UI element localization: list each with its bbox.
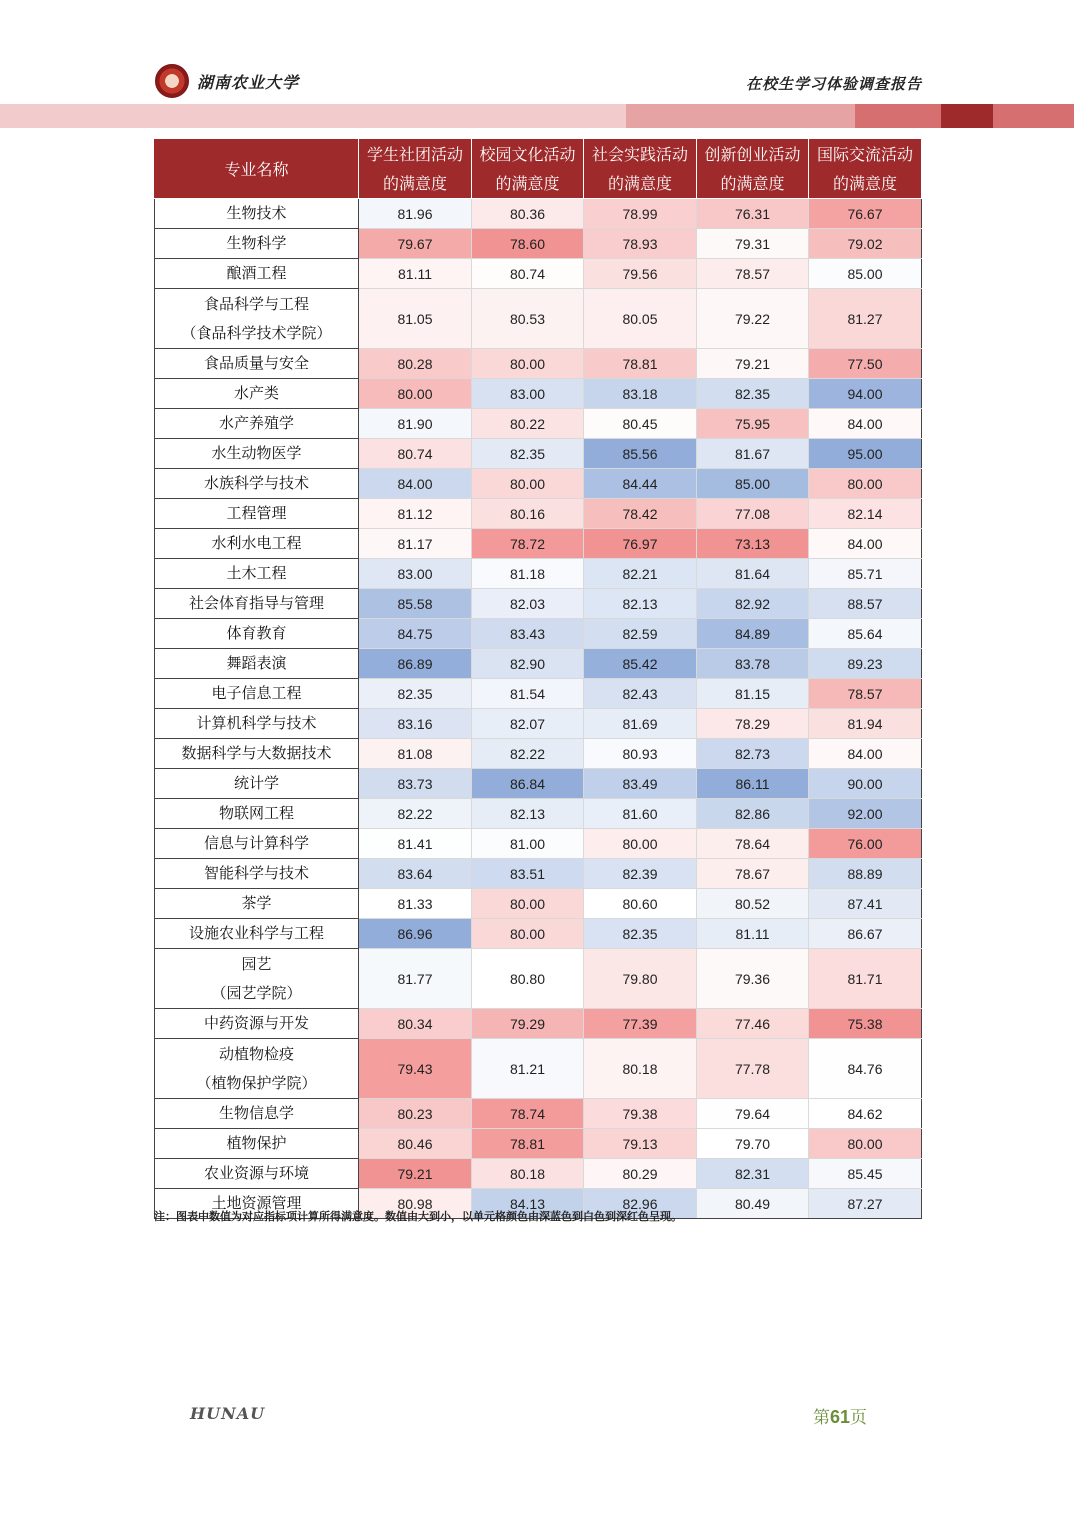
score-cell: 77.50 bbox=[809, 349, 922, 379]
table-row bbox=[155, 859, 922, 889]
score-cell: 80.46 bbox=[359, 1129, 472, 1159]
table-row bbox=[155, 679, 922, 709]
score-cell: 88.89 bbox=[809, 859, 922, 889]
score-cell: 83.18 bbox=[584, 379, 697, 409]
score-cell: 85.71 bbox=[809, 559, 922, 589]
table-row bbox=[155, 889, 922, 919]
page-prefix: 第 bbox=[813, 1408, 830, 1428]
table-row bbox=[155, 199, 922, 229]
score-cell: 80.18 bbox=[472, 1159, 584, 1189]
score-cell: 80.00 bbox=[472, 469, 584, 499]
table-row bbox=[155, 829, 922, 859]
university-logo-icon bbox=[155, 64, 189, 98]
table-row bbox=[155, 1129, 922, 1159]
score-cell: 79.31 bbox=[697, 229, 809, 259]
major-name-cell: 酿酒工程 bbox=[155, 259, 359, 289]
score-cell: 80.74 bbox=[472, 259, 584, 289]
major-name-cell: 水族科学与技术 bbox=[155, 469, 359, 499]
score-cell: 78.81 bbox=[472, 1129, 584, 1159]
score-cell: 85.00 bbox=[809, 259, 922, 289]
major-name-cell: 舞蹈表演 bbox=[155, 649, 359, 679]
major-name-cell: 土地资源管理 bbox=[155, 1189, 359, 1219]
table-row bbox=[155, 559, 922, 589]
score-cell: 77.78 bbox=[697, 1039, 809, 1099]
score-cell: 77.08 bbox=[697, 499, 809, 529]
score-cell: 78.99 bbox=[584, 199, 697, 229]
score-cell: 78.81 bbox=[584, 349, 697, 379]
score-cell: 82.35 bbox=[472, 439, 584, 469]
score-cell: 76.97 bbox=[584, 529, 697, 559]
score-cell: 83.16 bbox=[359, 709, 472, 739]
table-row bbox=[155, 1009, 922, 1039]
score-cell: 78.74 bbox=[472, 1099, 584, 1129]
score-cell: 80.16 bbox=[472, 499, 584, 529]
score-cell: 85.64 bbox=[809, 619, 922, 649]
score-cell: 84.13 bbox=[472, 1189, 584, 1219]
score-cell: 79.64 bbox=[697, 1099, 809, 1129]
score-cell: 86.11 bbox=[697, 769, 809, 799]
score-cell: 84.00 bbox=[359, 469, 472, 499]
column-header: 国际交流活动 的满意度 bbox=[809, 140, 922, 199]
score-cell: 80.45 bbox=[584, 409, 697, 439]
score-cell: 82.14 bbox=[809, 499, 922, 529]
table-row bbox=[155, 919, 922, 949]
table-row bbox=[155, 529, 922, 559]
major-name-cell: 社会体育指导与管理 bbox=[155, 589, 359, 619]
score-cell: 81.27 bbox=[809, 289, 922, 349]
score-cell: 80.00 bbox=[472, 349, 584, 379]
score-cell: 83.78 bbox=[697, 649, 809, 679]
score-cell: 79.38 bbox=[584, 1099, 697, 1129]
score-cell: 83.00 bbox=[359, 559, 472, 589]
score-cell: 82.07 bbox=[472, 709, 584, 739]
score-cell: 75.95 bbox=[697, 409, 809, 439]
score-cell: 89.23 bbox=[809, 649, 922, 679]
header-band-dark bbox=[941, 104, 993, 128]
score-cell: 79.43 bbox=[359, 1039, 472, 1099]
score-cell: 80.36 bbox=[472, 199, 584, 229]
major-name-cell: 水利水电工程 bbox=[155, 529, 359, 559]
score-cell: 80.00 bbox=[472, 889, 584, 919]
score-cell: 79.56 bbox=[584, 259, 697, 289]
table-row bbox=[155, 379, 922, 409]
score-cell: 81.90 bbox=[359, 409, 472, 439]
score-cell: 84.44 bbox=[584, 469, 697, 499]
score-cell: 78.60 bbox=[472, 229, 584, 259]
score-cell: 85.45 bbox=[809, 1159, 922, 1189]
score-cell: 76.31 bbox=[697, 199, 809, 229]
score-cell: 80.52 bbox=[697, 889, 809, 919]
score-cell: 81.11 bbox=[697, 919, 809, 949]
score-cell: 82.86 bbox=[697, 799, 809, 829]
table-body bbox=[155, 199, 922, 1219]
score-cell: 79.70 bbox=[697, 1129, 809, 1159]
score-cell: 84.76 bbox=[809, 1039, 922, 1099]
score-cell: 82.31 bbox=[697, 1159, 809, 1189]
table-row bbox=[155, 349, 922, 379]
score-cell: 83.73 bbox=[359, 769, 472, 799]
major-name-cell: 食品质量与安全 bbox=[155, 349, 359, 379]
table-row bbox=[155, 1039, 922, 1099]
score-cell: 82.35 bbox=[584, 919, 697, 949]
table-row bbox=[155, 649, 922, 679]
table-row bbox=[155, 259, 922, 289]
major-name-cell: 工程管理 bbox=[155, 499, 359, 529]
major-name-cell: 设施农业科学与工程 bbox=[155, 919, 359, 949]
header-band-end bbox=[993, 104, 1074, 128]
column-header: 学生社团活动 的满意度 bbox=[359, 140, 472, 199]
score-cell: 81.33 bbox=[359, 889, 472, 919]
column-header: 社会实践活动 的满意度 bbox=[584, 140, 697, 199]
major-name-cell: 食品科学与工程 （食品科学技术学院） bbox=[155, 289, 359, 349]
footer-brand: HUNAU bbox=[190, 1404, 266, 1423]
score-cell: 78.64 bbox=[697, 829, 809, 859]
header-band-mid bbox=[626, 104, 855, 128]
score-cell: 80.93 bbox=[584, 739, 697, 769]
score-cell: 80.00 bbox=[359, 379, 472, 409]
table-row bbox=[155, 289, 922, 349]
score-cell: 84.00 bbox=[809, 739, 922, 769]
major-name-cell: 茶学 bbox=[155, 889, 359, 919]
score-cell: 78.67 bbox=[697, 859, 809, 889]
score-cell: 84.00 bbox=[809, 529, 922, 559]
score-cell: 81.67 bbox=[697, 439, 809, 469]
column-header: 校园文化活动 的满意度 bbox=[472, 140, 584, 199]
major-name-cell: 智能科学与技术 bbox=[155, 859, 359, 889]
page-header-left bbox=[155, 64, 299, 98]
major-name-cell: 动植物检疫 （植物保护学院） bbox=[155, 1039, 359, 1099]
table-row bbox=[155, 799, 922, 829]
score-cell: 82.90 bbox=[472, 649, 584, 679]
score-cell: 80.00 bbox=[809, 1129, 922, 1159]
table-row bbox=[155, 1159, 922, 1189]
table-header-row bbox=[155, 140, 922, 199]
header-band-strong bbox=[855, 104, 941, 128]
score-cell: 82.43 bbox=[584, 679, 697, 709]
major-name-cell: 农业资源与环境 bbox=[155, 1159, 359, 1189]
score-cell: 78.72 bbox=[472, 529, 584, 559]
score-cell: 84.75 bbox=[359, 619, 472, 649]
score-cell: 80.00 bbox=[472, 919, 584, 949]
score-cell: 86.67 bbox=[809, 919, 922, 949]
table-row bbox=[155, 589, 922, 619]
table-row bbox=[155, 499, 922, 529]
score-cell: 85.58 bbox=[359, 589, 472, 619]
table-row bbox=[155, 619, 922, 649]
score-cell: 78.93 bbox=[584, 229, 697, 259]
score-cell: 79.13 bbox=[584, 1129, 697, 1159]
score-cell: 78.57 bbox=[697, 259, 809, 289]
score-cell: 87.27 bbox=[809, 1189, 922, 1219]
score-cell: 81.17 bbox=[359, 529, 472, 559]
score-cell: 80.80 bbox=[472, 949, 584, 1009]
score-cell: 73.13 bbox=[697, 529, 809, 559]
score-cell: 82.73 bbox=[697, 739, 809, 769]
score-cell: 85.56 bbox=[584, 439, 697, 469]
table-row bbox=[155, 739, 922, 769]
report-title: 在校生学习体验调查报告 bbox=[745, 75, 922, 93]
score-cell: 78.29 bbox=[697, 709, 809, 739]
table-row bbox=[155, 769, 922, 799]
score-cell: 81.94 bbox=[809, 709, 922, 739]
major-name-cell: 水生动物医学 bbox=[155, 439, 359, 469]
score-cell: 81.71 bbox=[809, 949, 922, 1009]
score-cell: 80.23 bbox=[359, 1099, 472, 1129]
score-cell: 81.08 bbox=[359, 739, 472, 769]
score-cell: 86.89 bbox=[359, 649, 472, 679]
header-band-light bbox=[0, 104, 626, 128]
table-row bbox=[155, 469, 922, 499]
score-cell: 80.29 bbox=[584, 1159, 697, 1189]
score-cell: 95.00 bbox=[809, 439, 922, 469]
score-cell: 81.64 bbox=[697, 559, 809, 589]
score-cell: 79.36 bbox=[697, 949, 809, 1009]
major-name-cell: 数据科学与大数据技术 bbox=[155, 739, 359, 769]
major-name-cell: 统计学 bbox=[155, 769, 359, 799]
major-name-cell: 水产养殖学 bbox=[155, 409, 359, 439]
major-name-cell: 水产类 bbox=[155, 379, 359, 409]
score-cell: 81.54 bbox=[472, 679, 584, 709]
major-name-cell: 土木工程 bbox=[155, 559, 359, 589]
major-name-cell: 信息与计算科学 bbox=[155, 829, 359, 859]
university-name: 湖南农业大学 bbox=[197, 72, 300, 92]
table-row bbox=[155, 1099, 922, 1129]
score-cell: 78.57 bbox=[809, 679, 922, 709]
score-cell: 75.38 bbox=[809, 1009, 922, 1039]
score-cell: 83.64 bbox=[359, 859, 472, 889]
score-cell: 80.28 bbox=[359, 349, 472, 379]
score-cell: 84.62 bbox=[809, 1099, 922, 1129]
major-name-cell: 园艺 （园艺学院） bbox=[155, 949, 359, 1009]
score-cell: 90.00 bbox=[809, 769, 922, 799]
score-cell: 79.21 bbox=[359, 1159, 472, 1189]
score-cell: 79.02 bbox=[809, 229, 922, 259]
score-cell: 83.51 bbox=[472, 859, 584, 889]
column-header: 专业名称 bbox=[155, 140, 359, 199]
score-cell: 78.42 bbox=[584, 499, 697, 529]
score-cell: 82.21 bbox=[584, 559, 697, 589]
score-cell: 80.18 bbox=[584, 1039, 697, 1099]
score-cell: 82.22 bbox=[359, 799, 472, 829]
score-cell: 79.67 bbox=[359, 229, 472, 259]
score-cell: 82.22 bbox=[472, 739, 584, 769]
score-cell: 82.92 bbox=[697, 589, 809, 619]
score-cell: 81.15 bbox=[697, 679, 809, 709]
major-name-cell: 电子信息工程 bbox=[155, 679, 359, 709]
score-cell: 80.34 bbox=[359, 1009, 472, 1039]
score-cell: 86.96 bbox=[359, 919, 472, 949]
table-row bbox=[155, 949, 922, 1009]
score-cell: 81.21 bbox=[472, 1039, 584, 1099]
major-name-cell: 生物科学 bbox=[155, 229, 359, 259]
score-cell: 80.49 bbox=[697, 1189, 809, 1219]
score-cell: 80.22 bbox=[472, 409, 584, 439]
score-cell: 81.18 bbox=[472, 559, 584, 589]
satisfaction-table bbox=[154, 139, 922, 1219]
score-cell: 85.00 bbox=[697, 469, 809, 499]
score-cell: 82.96 bbox=[584, 1189, 697, 1219]
score-cell: 82.35 bbox=[697, 379, 809, 409]
score-cell: 82.59 bbox=[584, 619, 697, 649]
score-cell: 80.05 bbox=[584, 289, 697, 349]
major-name-cell: 物联网工程 bbox=[155, 799, 359, 829]
score-cell: 88.57 bbox=[809, 589, 922, 619]
score-cell: 83.43 bbox=[472, 619, 584, 649]
page-suffix: 页 bbox=[850, 1408, 868, 1428]
score-cell: 82.35 bbox=[359, 679, 472, 709]
major-name-cell: 计算机科学与技术 bbox=[155, 709, 359, 739]
score-cell: 79.29 bbox=[472, 1009, 584, 1039]
page-number bbox=[813, 1403, 867, 1428]
score-cell: 82.39 bbox=[584, 859, 697, 889]
score-cell: 82.13 bbox=[472, 799, 584, 829]
score-cell: 94.00 bbox=[809, 379, 922, 409]
score-cell: 77.39 bbox=[584, 1009, 697, 1039]
score-cell: 86.84 bbox=[472, 769, 584, 799]
score-cell: 84.89 bbox=[697, 619, 809, 649]
table-note: 注：图表中数值为对应指标项计算所得满意度。数值由大到小，以单元格颜色由深蓝色到白色到深红色呈现。 bbox=[154, 1210, 682, 1223]
table-row bbox=[155, 439, 922, 469]
score-cell: 85.42 bbox=[584, 649, 697, 679]
score-cell: 82.13 bbox=[584, 589, 697, 619]
score-cell: 92.00 bbox=[809, 799, 922, 829]
table-row bbox=[155, 409, 922, 439]
score-cell: 80.00 bbox=[584, 829, 697, 859]
score-cell: 81.96 bbox=[359, 199, 472, 229]
score-cell: 80.00 bbox=[809, 469, 922, 499]
table-row bbox=[155, 709, 922, 739]
score-cell: 80.98 bbox=[359, 1189, 472, 1219]
score-cell: 87.41 bbox=[809, 889, 922, 919]
major-name-cell: 生物信息学 bbox=[155, 1099, 359, 1129]
score-cell: 81.77 bbox=[359, 949, 472, 1009]
score-cell: 79.80 bbox=[584, 949, 697, 1009]
major-name-cell: 体育教育 bbox=[155, 619, 359, 649]
score-cell: 81.12 bbox=[359, 499, 472, 529]
score-cell: 81.69 bbox=[584, 709, 697, 739]
score-cell: 80.60 bbox=[584, 889, 697, 919]
score-cell: 80.74 bbox=[359, 439, 472, 469]
score-cell: 80.53 bbox=[472, 289, 584, 349]
score-cell: 81.05 bbox=[359, 289, 472, 349]
score-cell: 76.00 bbox=[809, 829, 922, 859]
table-row bbox=[155, 229, 922, 259]
score-cell: 81.11 bbox=[359, 259, 472, 289]
score-cell: 81.00 bbox=[472, 829, 584, 859]
page-number-value: 61 bbox=[830, 1407, 851, 1427]
score-cell: 76.67 bbox=[809, 199, 922, 229]
major-name-cell: 中药资源与开发 bbox=[155, 1009, 359, 1039]
score-cell: 81.41 bbox=[359, 829, 472, 859]
score-cell: 84.00 bbox=[809, 409, 922, 439]
major-name-cell: 生物技术 bbox=[155, 199, 359, 229]
score-cell: 79.21 bbox=[697, 349, 809, 379]
score-cell: 77.46 bbox=[697, 1009, 809, 1039]
major-name-cell: 植物保护 bbox=[155, 1129, 359, 1159]
score-cell: 83.00 bbox=[472, 379, 584, 409]
column-header: 创新创业活动 的满意度 bbox=[697, 140, 809, 199]
score-cell: 83.49 bbox=[584, 769, 697, 799]
score-cell: 81.60 bbox=[584, 799, 697, 829]
score-cell: 82.03 bbox=[472, 589, 584, 619]
score-cell: 79.22 bbox=[697, 289, 809, 349]
